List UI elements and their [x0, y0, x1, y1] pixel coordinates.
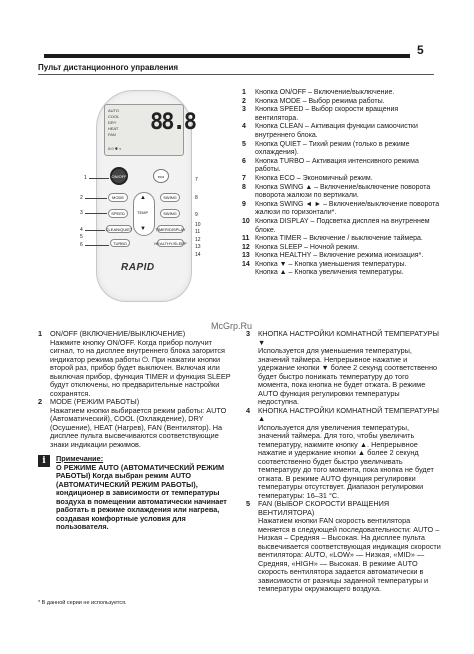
- list-item: [242, 252, 442, 261]
- list-item-text: Кнопка SWING ▲ – Включение/выключение поворота поворота жалюзи по вертикали.: [255, 183, 431, 200]
- temp-label: TEMP: [137, 210, 149, 215]
- callout-leader: [85, 213, 107, 214]
- list-item-number: 10: [242, 217, 250, 225]
- list-item-number: 14: [242, 260, 250, 268]
- note-body: [56, 455, 234, 532]
- list-item-number: 13: [242, 252, 250, 260]
- lcd-status-icons: 0:0 ✱ ◐: [108, 146, 122, 151]
- lcd-mode-auto: AUTO: [108, 108, 120, 113]
- list-item-text: Кнопка ON/OFF – Включение/выключение.: [255, 89, 395, 96]
- list-item: [242, 235, 442, 244]
- list-item-number: 6: [242, 157, 246, 165]
- list-item-number: 11: [242, 235, 250, 243]
- list-item: [242, 158, 442, 175]
- note-title: Примечание:: [56, 454, 104, 463]
- list-item-text: Кнопка HEALTHY – Включение режима ионизация*.: [255, 252, 424, 260]
- item-title: MODE (РЕЖИМ РАБОТЫ): [50, 397, 140, 406]
- list-item: [242, 201, 442, 218]
- list-item: [242, 141, 442, 158]
- item-title: КНОПКА НАСТРОЙКИ КОМНАТНОЙ ТЕМПЕРАТУРЫ ▲: [258, 405, 439, 423]
- callout-4: 4: [80, 227, 83, 233]
- temp-up-icon: ▲: [140, 195, 146, 201]
- item-heading: [246, 330, 442, 347]
- button-description-list: [242, 89, 442, 278]
- item-heading: [246, 500, 442, 517]
- list-item: [242, 106, 442, 123]
- callout-12: 12: [195, 237, 201, 243]
- lcd-temperature: 88.8: [150, 110, 195, 135]
- callout-8: 8: [195, 195, 198, 201]
- item-title: FAN (ВЫБОР СКОРОСТИ ВРАЩЕНИЯ ВЕНТИЛЯТОРА): [258, 499, 390, 517]
- list-item: [242, 123, 442, 140]
- list-item-text: Кнопка QUIET – Тихий режим (только в режиме охлаждения).: [255, 140, 410, 157]
- callout-leader: [89, 178, 109, 179]
- list-item-number: 12: [242, 243, 250, 251]
- callout-3: 3: [80, 210, 83, 216]
- lcd-mode-heat: HEAT: [108, 126, 119, 131]
- lcd-mode-cool: COOL: [108, 114, 120, 119]
- item-number: 1: [38, 329, 43, 338]
- swing-vertical-button: SWING: [160, 193, 180, 202]
- healthy-sleep-button: HEALTHY/SLEEP: [154, 240, 187, 246]
- turbo-button: TURBO: [110, 239, 130, 247]
- item-text: Нажатием кнопки FAN скорость вентилятора меняется в следующей последовательности: AUTO – Низкая – Средняя – Высокая. На дисплее пульта высвечивается соответствующая индикация скорости вентилятора: AUTO, «LOW» — Низкая, «MID» — Средняя, «HIGH» — Высокая. В режиме AUTO скорость вентилятора задается автоматически в зависимости от разницы заданной температуры и температуры окружающего воздуха.: [258, 516, 441, 593]
- list-item-text: Кнопка SPEED – Выбор скорости вращения вентилятора.: [255, 106, 399, 122]
- header-bar: [44, 54, 410, 58]
- on-off-button: ON/OFF: [110, 167, 128, 185]
- list-item-number: 7: [242, 174, 246, 182]
- item-number: 2: [38, 397, 43, 406]
- timer-display-button: TIMER/DISPLAY: [155, 226, 186, 232]
- list-item-text: Кнопка MODE – Выбор режима работы.: [255, 97, 385, 105]
- list-item: [242, 184, 442, 201]
- item-text: Используется для уменьшения температуры, значений таймера. Непрерывное нажатие и удержание кнопки ▼ более 2 секунд соответственно будет быстро понижать температуру до того момента, пока кнопка не будет отжата. В режиме AUTO функция регулировки температуры недоступна.: [258, 346, 438, 406]
- list-item: [242, 269, 442, 278]
- list-item-number: 3: [242, 106, 246, 114]
- list-item: [242, 98, 442, 107]
- list-item-text: Кнопка SLEEP – Ночной режим.: [255, 243, 360, 251]
- list-item-number: 8: [242, 183, 246, 191]
- info-icon: i: [38, 455, 50, 467]
- list-item-text: Кнопка CLEAN – Активация функции самоочистки внутреннего блока.: [255, 123, 418, 139]
- clean-quiet-button: CLEAN/QUIET: [105, 226, 133, 232]
- callout-10: 10: [195, 222, 201, 228]
- list-item: [242, 175, 442, 184]
- watermark: McGrp.Ru: [211, 321, 253, 331]
- list-item-text: Кнопка ▼ – Кнопка уменьшения температуры.: [255, 260, 407, 268]
- temp-down-icon: ▼: [140, 226, 146, 232]
- callout-7: 7: [195, 177, 198, 183]
- callout-leader: [85, 230, 105, 231]
- right-column: [246, 330, 442, 594]
- list-item-number: 2: [242, 97, 246, 105]
- callout-9: 9: [195, 212, 198, 218]
- callout-6: 6: [80, 242, 83, 248]
- footnote: * В данной серии не используется.: [38, 600, 127, 606]
- list-item-number: 5: [242, 140, 246, 148]
- item-heading: [246, 407, 442, 424]
- eco-button: eco: [153, 169, 169, 183]
- section-title: Пульт дистанционного управления: [38, 63, 179, 72]
- item-number: 3: [246, 329, 251, 338]
- list-item-text: Кнопка TIMER – Включение / выключение таймера.: [255, 235, 423, 243]
- rapid-logo: RAPID: [121, 262, 155, 273]
- list-item-text: Кнопка TURBO – Активация интенсивного режима работы.: [255, 157, 419, 174]
- list-item-text: Кнопка ▲ – Кнопка увеличения температуры.: [255, 269, 404, 277]
- swing-horizontal-button: SWING: [160, 209, 180, 218]
- item-title: ON/OFF (ВКЛЮЧЕНИЕ/ВЫКЛЮЧЕНИЕ): [50, 329, 186, 338]
- page-number: 5: [417, 43, 424, 57]
- item-title: КНОПКА НАСТРОЙКИ КОМНАТНОЙ ТЕМПЕРАТУРЫ ▼: [258, 329, 439, 347]
- item-number: 4: [246, 405, 251, 415]
- lcd-mode-list: [108, 108, 119, 138]
- list-item-number: [242, 269, 255, 278]
- speed-button: SPEED: [108, 209, 128, 218]
- lcd-mode-fan: FAN: [108, 132, 116, 137]
- callout-13: 13: [195, 244, 201, 250]
- list-item: [242, 261, 442, 270]
- lcd-mode-dry: DRY: [108, 120, 117, 125]
- list-item-text: Кнопка DISPLAY – Подсветка дисплея на внутреннем блоке.: [255, 217, 430, 234]
- list-item-number: 1: [242, 89, 246, 96]
- list-item-text: Кнопка SWING ◄ ► – Включение/выключение поворота жалюзи по горизонтали*.: [255, 200, 440, 217]
- list-item-number: 9: [242, 200, 246, 208]
- callout-leader: [85, 198, 107, 199]
- note-box: [38, 455, 234, 532]
- item-text: Используется для увеличения температуры, значений таймера. Для того, чтобы увеличить температуру, нажмите кнопку ▲. Непрерывное нажатие и удержание кнопки ▲ более 2 секунд соответственно будет быстро увеличивать температуру до того момента, пока кнопка не будет отжата. В режиме AUTO функция регулировки температуры отсутствует. Диапазон регулировки температуры: 16–31 °C.: [258, 422, 434, 500]
- callout-5: 5: [80, 234, 83, 240]
- section-divider: [38, 74, 434, 75]
- list-item-text: Кнопка ECO – Экономичный режим.: [255, 174, 373, 182]
- item-number: 5: [246, 499, 251, 508]
- mode-button: MODE: [108, 193, 128, 202]
- list-item-number: 4: [242, 123, 246, 131]
- left-column: [38, 330, 234, 532]
- list-item: [242, 244, 442, 253]
- item-text: Нажмите кнопку ON/OFF. Когда прибор получит сигнал, то на дисплее внутреннего блока загорится индикатор режима работы ⏻. При нажатии кнопки второй раз, прибор будет выключен. Включая или выключая прибор, функция TIMER и функция SLEEP будут отключены, но предварительные настройки сохранятся.: [50, 337, 231, 398]
- callout-11: 11: [195, 229, 201, 235]
- callout-1: 1: [84, 175, 87, 181]
- item-text: Нажатием кнопки выбирается режим работы: AUTO (Автоматический), COOL (Охлаждение), DRY (Осушение), HEAT (Нагрев), FAN (Вентилятор). На дисплее пульта высвечиваются соответствующие знаки индикации режимов.: [50, 405, 227, 449]
- callout-14: 14: [195, 252, 201, 258]
- callout-leader: [85, 245, 109, 246]
- list-item: [242, 89, 442, 98]
- callout-2: 2: [80, 195, 83, 201]
- note-text: О РЕЖИМЕ AUTO (АВТОМАТИЧЕСКИЙ РЕЖИМ РАБОТЫ) Когда выбран режим AUTO (АВТОМАТИЧЕСКИЙ РЕЖИМ РАБОТЫ), кондиционер в зависимости от температуры воздуха в помещении автоматически начинает работать в режиме охлаждения или нагрева, создавая комфортные условия для пользователя.: [56, 462, 227, 531]
- list-item: [242, 218, 442, 235]
